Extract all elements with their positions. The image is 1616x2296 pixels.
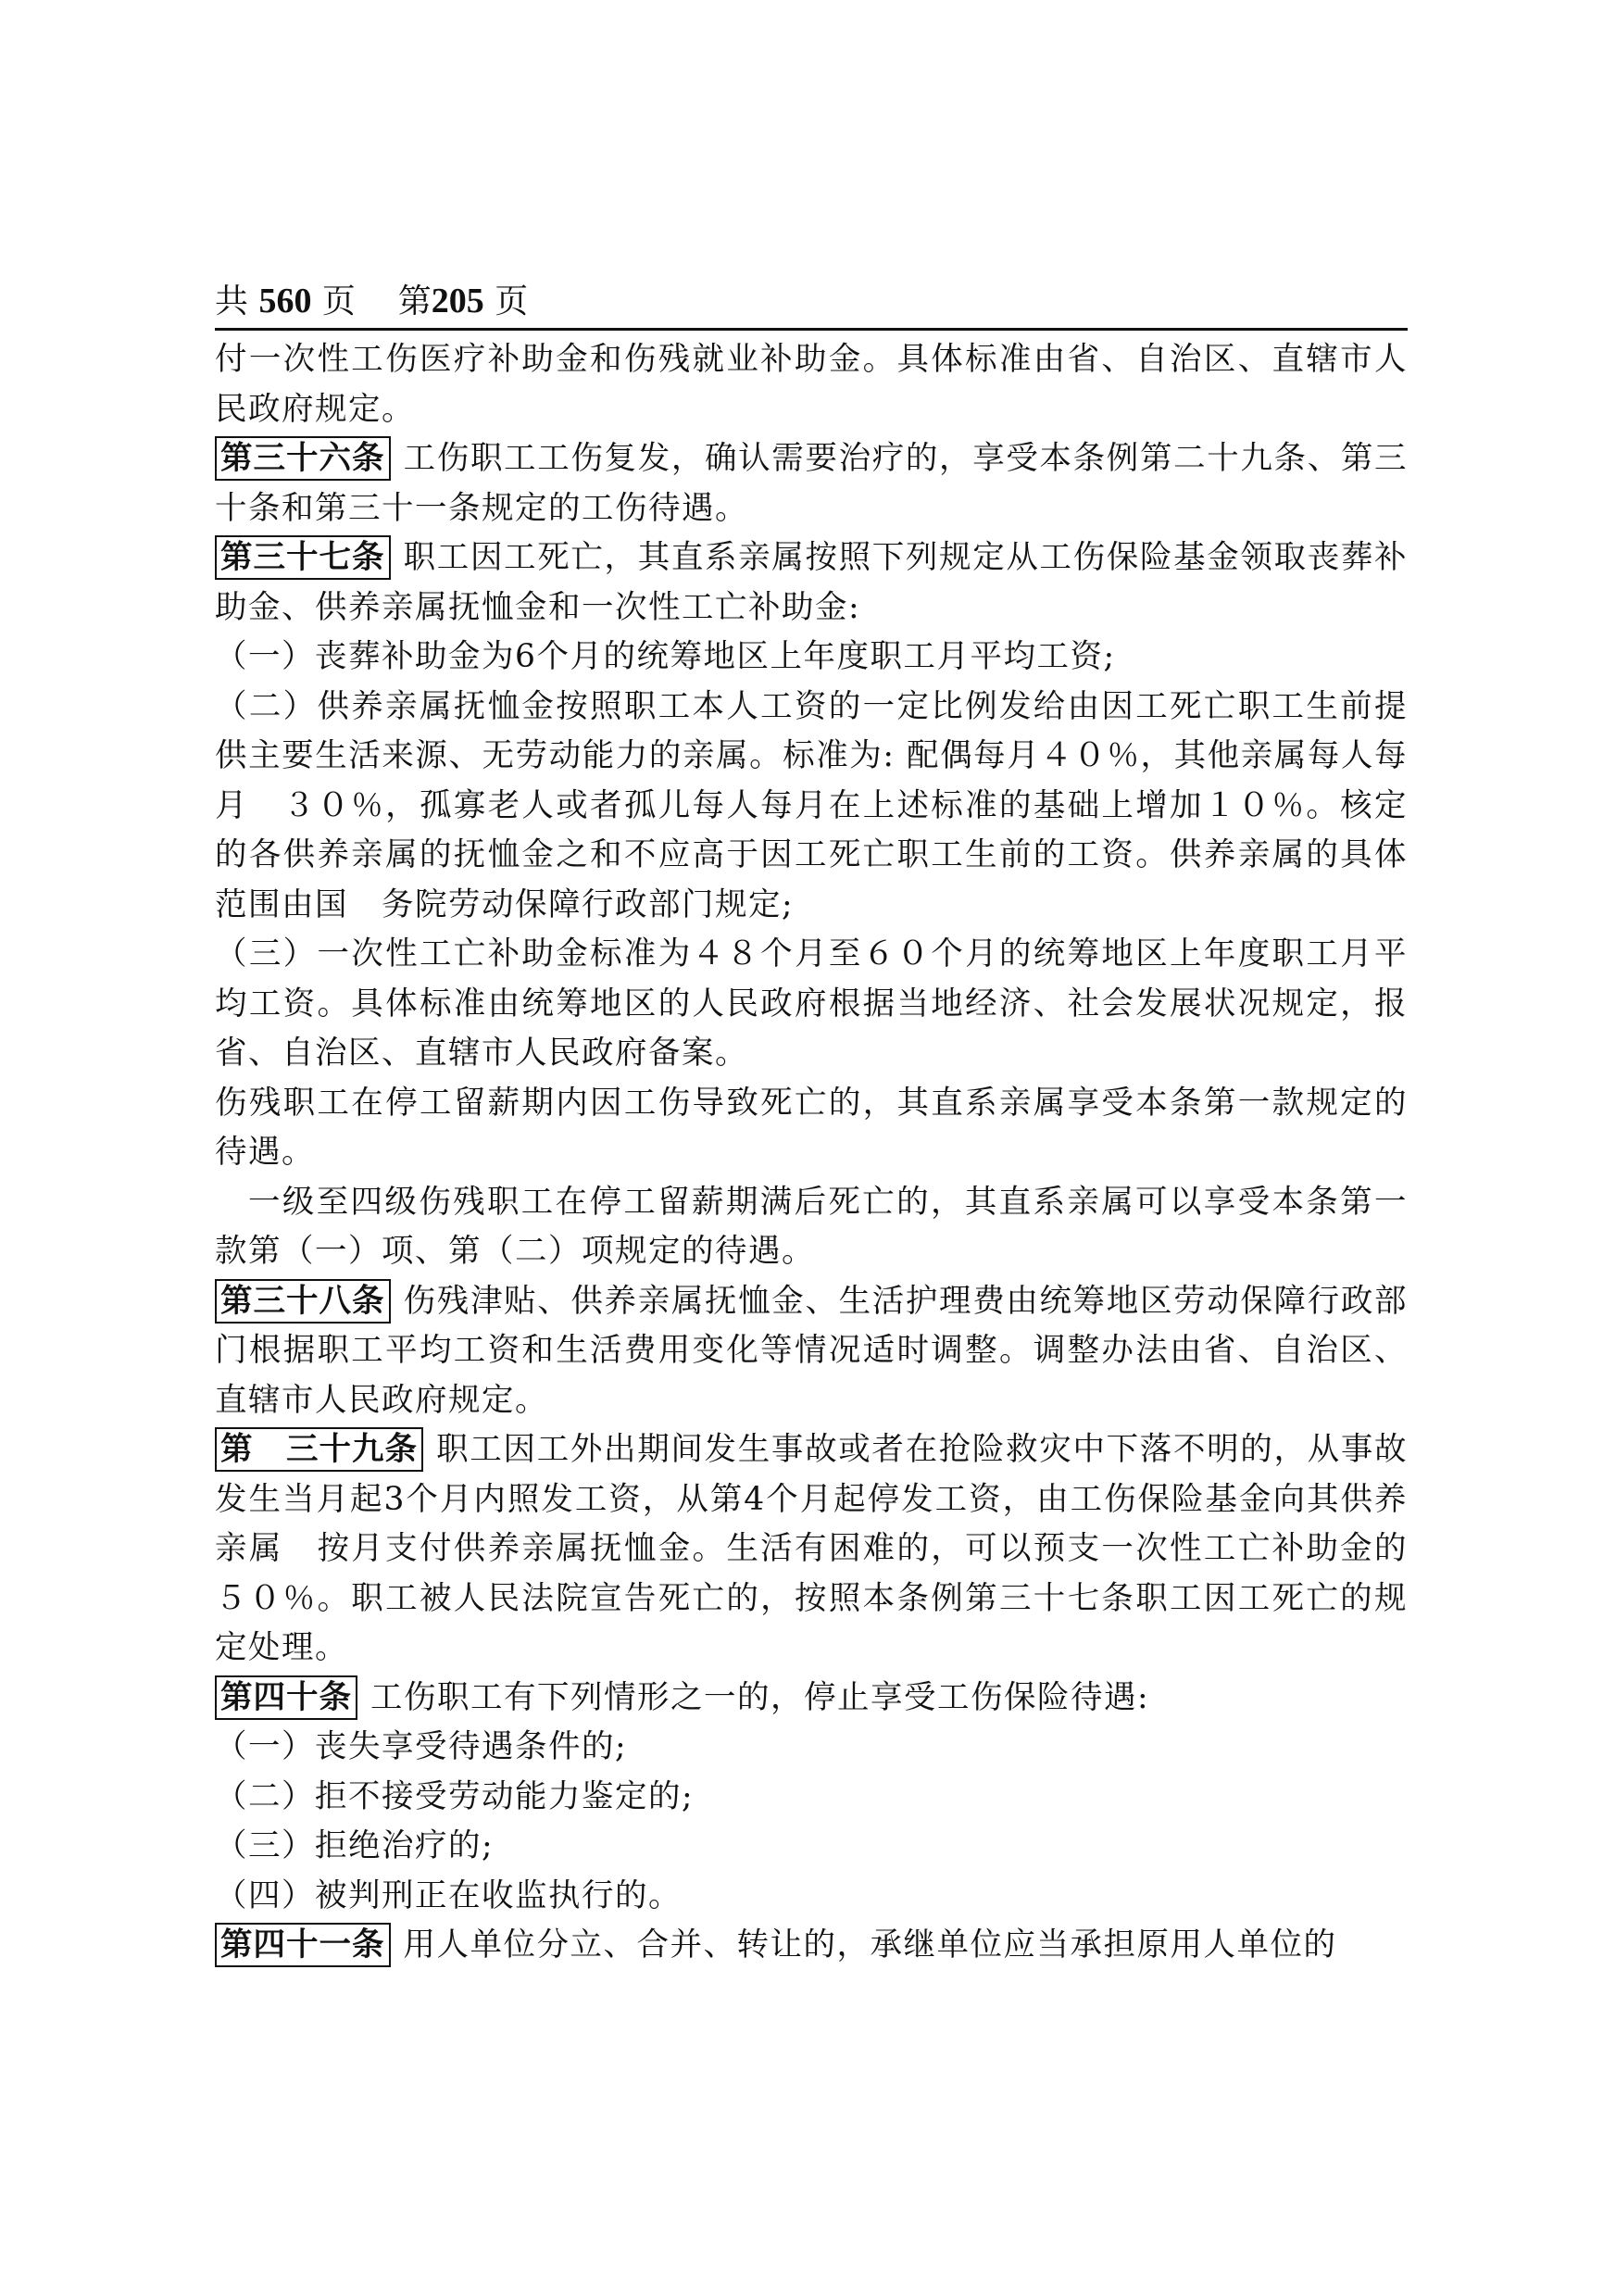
paragraph (215, 1723, 1408, 1773)
article-paragraph (215, 1674, 1408, 1724)
article-paragraph (215, 1921, 1408, 1971)
article-heading: 第四十一条 (215, 1923, 391, 1967)
paragraph (215, 335, 1408, 434)
paragraph (215, 930, 1408, 1079)
article-heading: 第四十条 (215, 1675, 357, 1720)
paragraph (215, 1822, 1408, 1872)
paragraph-text: 工伤职工工伤复发，确认需要治疗的，享受本条例第二十九条、第三十条和第三十一条规定的工伤待遇。 (215, 440, 1408, 527)
document-body (215, 335, 1408, 1971)
paragraph-text: 职工因工死亡，其直系亲属按照下列规定从工伤保险基金领取丧葬补助金、供养亲属抚恤金和一次性工亡补助金: (215, 539, 1408, 626)
article-heading: 第 三十九条 (215, 1427, 423, 1472)
paragraph-text: 用人单位分立、合并、转让的，承继单位应当承担原用人单位的 (403, 1926, 1337, 1964)
total-pages: 560 (258, 282, 312, 320)
paragraph-text: 一级至四级伤残职工在停工留薪期满后死亡的，其直系亲属可以享受本条第一款第（一）项、第（二）项规定的待遇。 (215, 1183, 1408, 1270)
paragraph-text: （三）一次性工亡补助金标准为４８个月至６０个月的统筹地区上年度职工月平均工资。具体标准由统筹地区的人民政府根据当地经济、社会发展状况规定，报省、自治区、直辖市人民政府备案。 (215, 935, 1408, 1072)
paragraph-text: 付一次性工伤医疗补助金和伤残就业补助金。具体标准由省、自治区、直辖市人民政府规定。 (215, 341, 1408, 428)
paragraph-text: （一）丧葬补助金为6个月的统筹地区上年度职工月平均工资; (215, 638, 1116, 675)
paragraph-text: 伤残职工在停工留薪期内因工伤导致死亡的，其直系亲属享受本条第一款规定的待遇。 (215, 1084, 1408, 1171)
paragraph (215, 1079, 1408, 1178)
article-heading: 第三十七条 (215, 535, 391, 580)
paragraph-text: 职工因工外出期间发生事故或者在抢险救灾中下落不明的，从事故发生当月起3个月内照发工资，从第4个月起停发工资，由工伤保险基金向其供养亲属 按月支付供养亲属抚恤金。生活有困难的，可以预支一次性工亡补助金的５０％。职工被人民法院宣告死亡的，按照本条例第三十七条职工因工死亡的规定处理。 (215, 1431, 1408, 1666)
article-heading: 第三十六条 (215, 436, 391, 481)
paragraph-text: （一）丧失享受待遇条件的; (215, 1728, 628, 1765)
current-page: 205 (431, 282, 484, 320)
paragraph (215, 1872, 1408, 1922)
page-count-prefix: 共 (215, 282, 249, 320)
paragraph-text: （二）拒不接受劳动能力鉴定的; (215, 1777, 695, 1815)
paragraph (215, 683, 1408, 931)
page-number-prefix: 第 (397, 282, 432, 320)
paragraph (215, 1178, 1408, 1277)
page-number-suffix: 页 (495, 282, 529, 320)
article-heading: 第三十八条 (215, 1279, 391, 1324)
article-paragraph (215, 434, 1408, 533)
article-paragraph (215, 1277, 1408, 1426)
paragraph-text: （二）供养亲属抚恤金按照职工本人工资的一定比例发给由因工死亡职工生前提供主要生活来源、无劳动能力的亲属。标准为: 配偶每月４０％，其他亲属每人每月 ３０％，孤寡老人或者孤儿每人每月在上述标准的基础上增加１０％。核定的各供养亲属的抚恤金之和不应高于因工死亡职工生前的工资。供养亲属的具体范围由国 务院劳动保障行政部门规定; (215, 687, 1408, 923)
paragraph-text: （四）被判刑正在收监执行的。 (215, 1876, 682, 1914)
paragraph (215, 633, 1408, 683)
article-paragraph (215, 1425, 1408, 1674)
paragraph (215, 1773, 1408, 1823)
paragraph-text: 工伤职工有下列情形之一的，停止享受工伤保险待遇: (370, 1678, 1150, 1716)
page-header (215, 278, 1408, 331)
paragraph-text: 伤残津贴、供养亲属抚恤金、生活护理费由统筹地区劳动保障行政部门根据职工平均工资和生活费用变化等情况适时调整。调整办法由省、自治区、直辖市人民政府规定。 (215, 1282, 1408, 1419)
page-count-suffix: 页 (321, 282, 356, 320)
article-paragraph (215, 533, 1408, 633)
paragraph-text: （三）拒绝治疗的; (215, 1827, 495, 1864)
